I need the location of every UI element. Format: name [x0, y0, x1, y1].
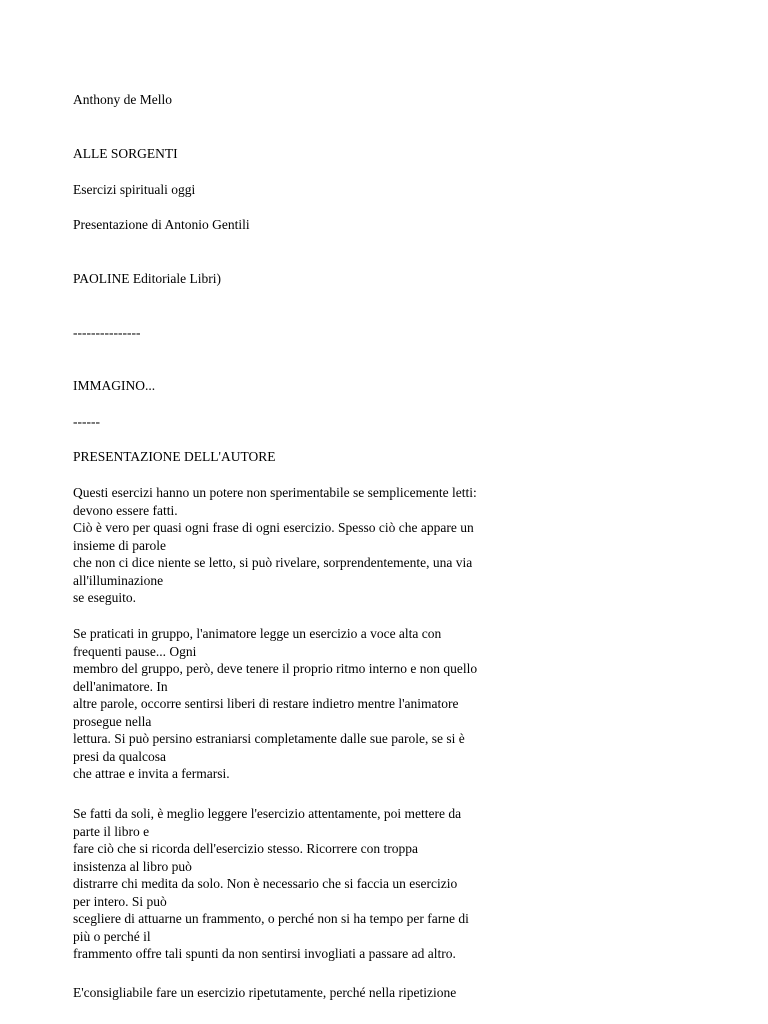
paragraph-line: Ciò è vero per quasi ogni frase di ogni esercizio. Spesso ciò che appare un: [73, 520, 474, 535]
paragraph-line: che attrae e invita a fermarsi.: [73, 766, 230, 781]
paragraph-line: scegliere di attuarne un frammento, o perché non si ha tempo per farne di: [73, 911, 469, 926]
paragraph-line: lettura. Si può persino estraniarsi completamente dalle sue parole, se si è: [73, 731, 465, 746]
paragraph-line: Se praticati in gruppo, l'animatore legge un esercizio a voce alta con: [73, 626, 442, 641]
paragraph-line: frequenti pause... Ogni: [73, 643, 197, 659]
book-title: ALLE SORGENTI: [73, 146, 178, 161]
separator-short: ------: [73, 414, 100, 429]
paragraph-line: devono essere fatti.: [73, 502, 178, 518]
paragraph-line: per intero. Si può: [73, 893, 167, 909]
paragraph-line: presi da qualcosa: [73, 748, 166, 764]
presentation-credit: Presentazione di Antonio Gentili: [73, 217, 250, 232]
publisher-line: PAOLINE Editoriale Libri): [73, 271, 221, 286]
paragraph-2: [73, 625, 543, 783]
paragraph-line: parte il libro e: [73, 823, 150, 839]
paragraph-line: più o perché il: [73, 928, 151, 944]
paragraph-line: altre parole, occorre sentirsi liberi di restare indietro mentre l'animatore: [73, 696, 459, 711]
book-subtitle: Esercizi spirituali oggi: [73, 182, 196, 197]
separator-long: ---------------: [73, 325, 141, 340]
paragraph-4: [73, 984, 543, 1002]
paragraph-3: [73, 805, 543, 963]
author-name: Anthony de Mello: [73, 92, 172, 107]
paragraph-line: che non ci dice niente se letto, si può rivelare, sorprendentemente, una via: [73, 555, 473, 570]
paragraph-line: dell'animatore. In: [73, 678, 168, 694]
paragraph-line: insieme di parole: [73, 537, 166, 553]
paragraph-1: [73, 484, 543, 607]
heading-presentazione: PRESENTAZIONE DELL'AUTORE: [73, 449, 276, 464]
paragraph-line: Se fatti da soli, è meglio leggere l'esercizio attentamente, poi mettere da: [73, 806, 462, 821]
paragraph-line: fare ciò che si ricorda dell'esercizio stesso. Ricorrere con troppa: [73, 841, 419, 856]
paragraph-line: frammento offre tali spunti da non sentirsi invogliati a passare ad altro.: [73, 946, 456, 961]
paragraph-line: prosegue nella: [73, 713, 152, 729]
paragraph-line: se eseguito.: [73, 590, 136, 605]
paragraph-line: Questi esercizi hanno un potere non sperimentabile se semplicemente letti:: [73, 485, 477, 500]
paragraph-line: distrarre chi medita da solo. Non è necessario che si faccia un esercizio: [73, 876, 458, 891]
paragraph-line: all'illuminazione: [73, 572, 164, 588]
paragraph-line: insistenza al libro può: [73, 858, 192, 874]
heading-immagino: IMMAGINO...: [73, 378, 156, 393]
paragraph-line: E'consigliabile fare un esercizio ripetutamente, perché nella ripetizione: [73, 985, 457, 1000]
paragraph-line: membro del gruppo, però, deve tenere il proprio ritmo interno e non quello: [73, 661, 478, 676]
